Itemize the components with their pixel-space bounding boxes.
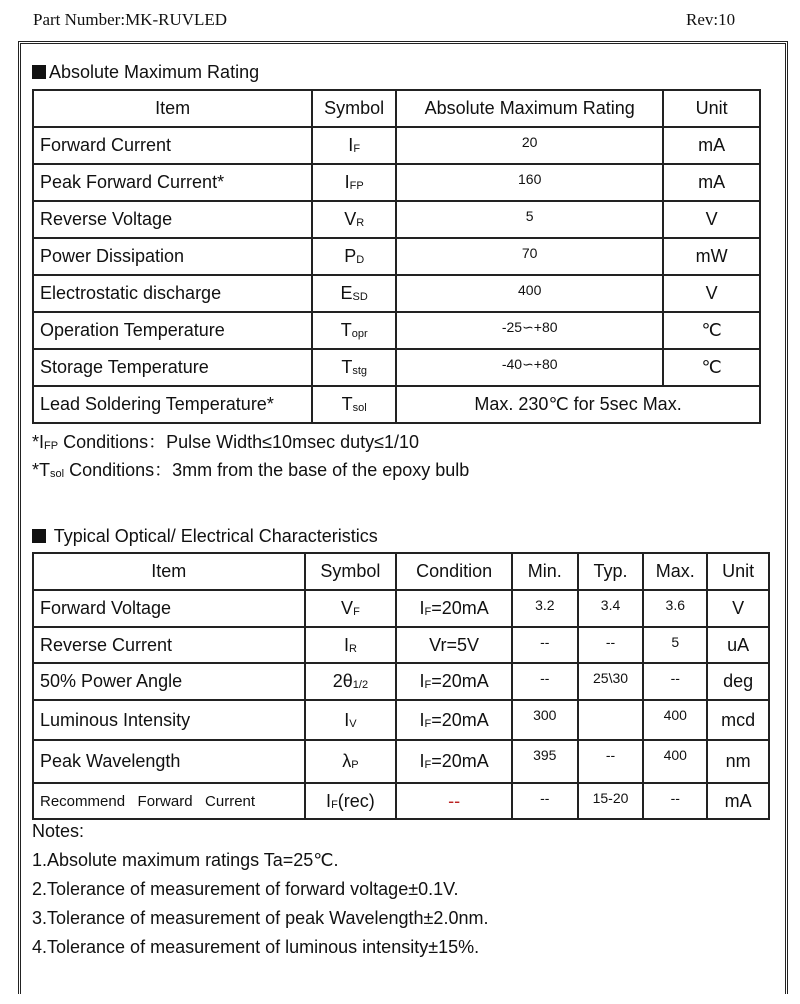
min-cell: --	[512, 663, 578, 700]
col-header: Typ.	[578, 553, 644, 590]
unit-cell: mA	[707, 783, 769, 819]
table-row	[33, 201, 760, 238]
condition-cell: --	[396, 783, 512, 819]
item-cell: Reverse Current	[33, 627, 305, 663]
rating-cell: Max. 230℃ for 5sec Max.	[396, 386, 760, 423]
table-row	[33, 627, 769, 663]
rating-cell: 400	[396, 275, 663, 312]
condition-cell: Vr=5V	[396, 627, 512, 663]
item-cell: Electrostatic discharge	[33, 275, 312, 312]
item-cell: Luminous Intensity	[33, 700, 305, 740]
col-header: Min.	[512, 553, 578, 590]
col-header: Condition	[396, 553, 512, 590]
item-cell: Storage Temperature	[33, 349, 312, 386]
square-bullet-icon	[32, 529, 46, 543]
symbol-cell: $I_{FP}$	[312, 164, 396, 201]
typ-cell	[578, 700, 644, 740]
col-header: Symbol	[312, 90, 396, 127]
item-cell: 50% Power Angle	[33, 663, 305, 700]
min-cell: 395	[512, 740, 578, 783]
item-cell: Operation Temperature	[33, 312, 312, 349]
typ-cell: --	[578, 740, 644, 783]
item-cell: Peak Forward Current*	[33, 164, 312, 201]
table-row	[33, 275, 760, 312]
table-row	[33, 312, 760, 349]
rating-cell: -40∽+80	[396, 349, 663, 386]
unit-cell: V	[663, 201, 760, 238]
symbol-cell: $V_F$	[305, 590, 397, 627]
symbol-cell: $T_{stg}$	[312, 349, 396, 386]
typ-cell: --	[578, 627, 644, 663]
col-header: Absolute Maximum Rating	[396, 90, 663, 127]
condition-cell: $I_F=20mA$	[396, 590, 512, 627]
col-header: Item	[33, 90, 312, 127]
item-cell: Forward Voltage	[33, 590, 305, 627]
revision: Rev:10	[686, 10, 736, 29]
symbol-cell: $\lambda_P$	[305, 740, 397, 783]
max-cell: 400	[643, 740, 707, 783]
unit-cell: ℃	[663, 349, 760, 386]
toe-section-title	[32, 526, 378, 547]
min-cell: --	[512, 627, 578, 663]
symbol-cell: $V_R$	[312, 201, 396, 238]
col-header: Item	[33, 553, 305, 590]
table-row	[33, 700, 769, 740]
table-row	[33, 740, 769, 783]
max-cell: 5	[643, 627, 707, 663]
part-number: Part Number:MK-RUVLED	[33, 10, 228, 29]
amr-section-title	[32, 62, 259, 83]
note-2: 2.Tolerance of measurement of forward voltage±0.1V.	[32, 879, 459, 899]
unit-cell: uA	[707, 627, 769, 663]
item-cell: Peak Wavelength	[33, 740, 305, 783]
symbol-cell: $E_{SD}$	[312, 275, 396, 312]
optical-electrical-table	[32, 552, 770, 820]
symbol-cell: $T_{opr}$	[312, 312, 396, 349]
min-cell: --	[512, 783, 578, 819]
note-4: 4.Tolerance of measurement of luminous intensity±15%.	[32, 937, 480, 957]
unit-cell: deg	[707, 663, 769, 700]
table-row	[33, 164, 760, 201]
item-cell: Reverse Voltage	[33, 201, 312, 238]
note-3: 3.Tolerance of measurement of peak Wavelength±2.0nm.	[32, 908, 489, 928]
toe-title: Typical Optical/ Electrical Characteristics	[53, 526, 378, 546]
absolute-maximum-rating-table	[32, 89, 761, 424]
rating-cell: 70	[396, 238, 663, 275]
symbol-cell: $I_F$	[312, 127, 396, 164]
table-row	[33, 238, 760, 275]
symbol-cell: $I_V$	[305, 700, 397, 740]
symbol-cell: $I_R$	[305, 627, 397, 663]
min-cell: 3.2	[512, 590, 578, 627]
unit-cell: V	[707, 590, 769, 627]
rating-cell: 5	[396, 201, 663, 238]
table-row	[33, 386, 760, 423]
typ-cell: 15-20	[578, 783, 644, 819]
table-row	[33, 590, 769, 627]
max-cell: --	[643, 783, 707, 819]
rating-cell: 160	[396, 164, 663, 201]
max-cell: --	[643, 663, 707, 700]
symbol-cell: $P_D$	[312, 238, 396, 275]
col-header: Max.	[643, 553, 707, 590]
unit-cell: nm	[707, 740, 769, 783]
table-row	[33, 663, 769, 700]
symbol-cell: $T_{sol}$	[312, 386, 396, 423]
table-header-row	[33, 90, 760, 127]
footnote-tsol: $*T_{sol}$ Conditions：3mm from the base of the epoxy bulb	[32, 460, 470, 480]
unit-cell: mA	[663, 164, 760, 201]
col-header: Unit	[707, 553, 769, 590]
rating-cell: 20	[396, 127, 663, 164]
item-cell: Power Dissipation	[33, 238, 312, 275]
condition-cell: $I_F=20mA$	[396, 663, 512, 700]
notes-title: Notes:	[32, 821, 85, 841]
condition-cell: $I_F=20mA$	[396, 740, 512, 783]
note-1: 1.Absolute maximum ratings Ta=25℃.	[32, 850, 339, 870]
item-cell: Lead Soldering Temperature*	[33, 386, 312, 423]
symbol-cell: $2\theta_{1/2}$	[305, 663, 397, 700]
unit-cell: V	[663, 275, 760, 312]
table-row	[33, 127, 760, 164]
unit-cell: mA	[663, 127, 760, 164]
table-row	[33, 349, 760, 386]
unit-cell: ℃	[663, 312, 760, 349]
unit-cell: mcd	[707, 700, 769, 740]
min-cell: 300	[512, 700, 578, 740]
item-cell: Recommend Forward Current	[33, 783, 305, 819]
col-header: Symbol	[305, 553, 397, 590]
typ-cell: 3.4	[578, 590, 644, 627]
col-header: Unit	[663, 90, 760, 127]
table-header-row	[33, 553, 769, 590]
typ-cell: 25\30	[578, 663, 644, 700]
max-cell: 3.6	[643, 590, 707, 627]
amr-title: Absolute Maximum Rating	[49, 62, 260, 82]
table-row	[33, 783, 769, 819]
unit-cell: mW	[663, 238, 760, 275]
max-cell: 400	[643, 700, 707, 740]
rating-cell: -25∽+80	[396, 312, 663, 349]
condition-cell: $I_F=20mA$	[396, 700, 512, 740]
item-cell: Forward Current	[33, 127, 312, 164]
symbol-cell: $I_F(rec)$	[305, 783, 397, 819]
square-bullet-icon	[32, 65, 46, 79]
footnote-ifp: $*I_{FP}$ Conditions：Pulse Width≤10msec duty≤1/10	[32, 432, 420, 452]
